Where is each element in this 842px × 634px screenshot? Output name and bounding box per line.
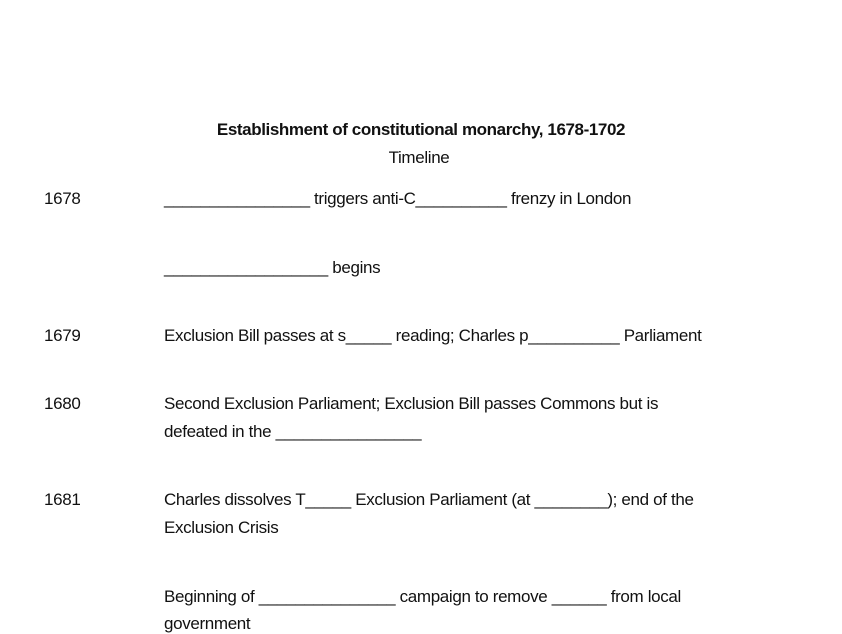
entry-text: Second Exclusion Parliament; Exclusion Bill passes Commons but is [164, 394, 659, 413]
entry-text: Beginning of _______________ campaign to remove ______ from local [164, 587, 681, 606]
entry-text: ________________ triggers anti-C__________ frenzy in London [164, 189, 632, 208]
entry-text: __________________ begins [164, 258, 381, 277]
entry-text: Charles dissolves T_____ Exclusion Parliament (at ________); end of the [164, 490, 694, 509]
entry-year: 1680 [44, 394, 81, 413]
document-title: Establishment of constitutional monarchy, 1678-1702 [216, 120, 626, 139]
entry-text: Exclusion Crisis [164, 518, 279, 537]
entry-text: Exclusion Bill passes at s_____ reading; Charles p__________ Parliament [164, 326, 702, 345]
entry-text: defeated in the ________________ [164, 422, 422, 441]
entry-year: 1679 [44, 326, 81, 345]
entry-text: government [164, 614, 251, 633]
entry-year: 1681 [44, 490, 81, 509]
document-subtitle: Timeline [388, 148, 450, 167]
entry-year: 1678 [44, 189, 81, 208]
